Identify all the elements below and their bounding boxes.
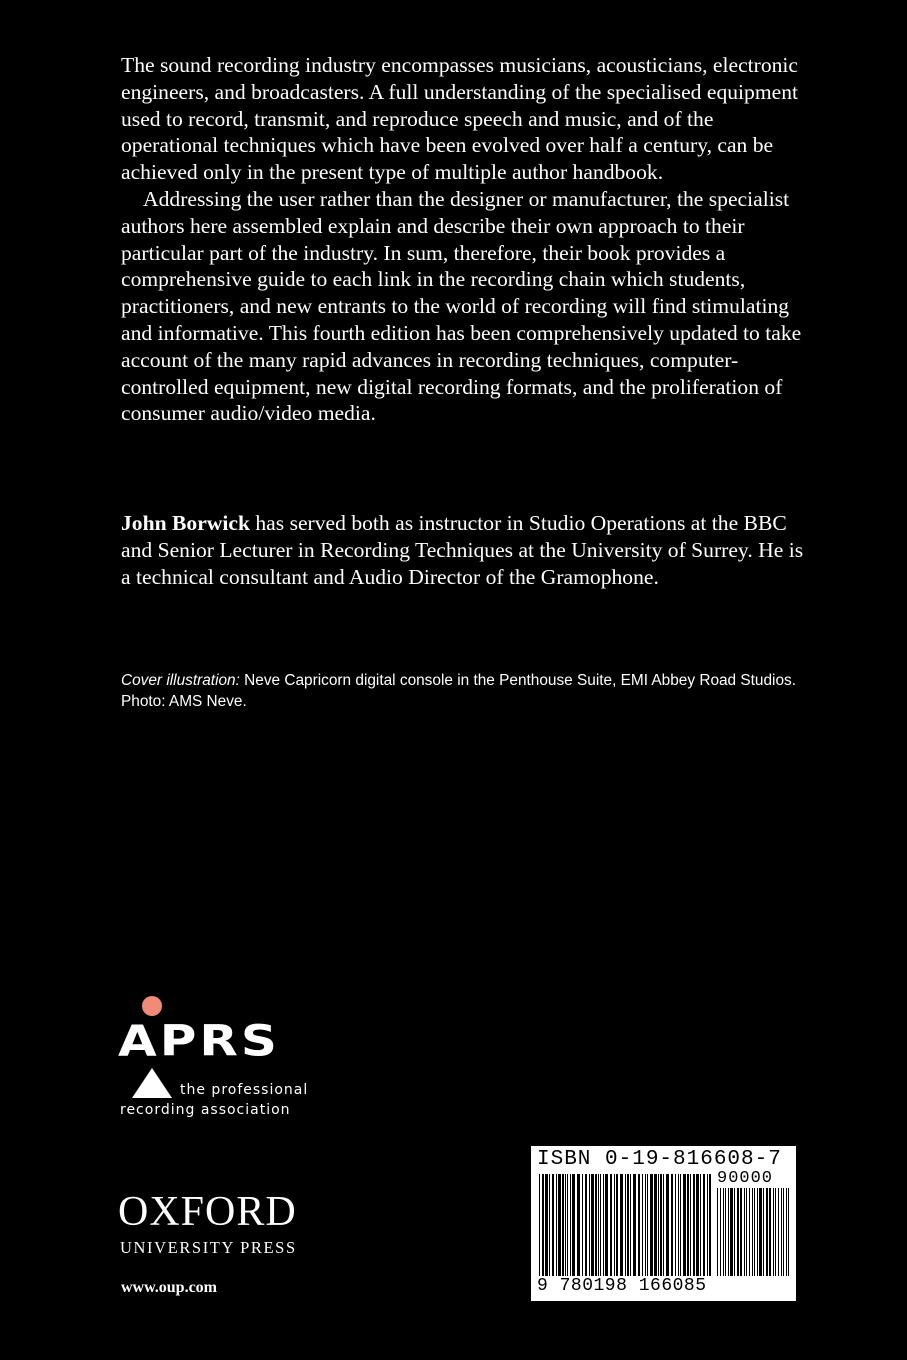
addon-barcode [717, 1188, 789, 1276]
publisher-url: www.oup.com [121, 1279, 218, 1296]
cover-illustration-text: Neve Capricorn digital console in the Penthouse Suite, EMI Abbey Road Studios. Photo: AMS Neve. [121, 672, 797, 710]
barcode-bar [680, 1174, 681, 1276]
barcode-bar [654, 1174, 657, 1276]
barcode-bar [717, 1188, 718, 1276]
barcode-bar [567, 1174, 568, 1276]
barcode-bar [625, 1174, 626, 1276]
ean-number: 9 780198 166085 [537, 1276, 707, 1296]
barcode-bar [539, 1174, 540, 1276]
back-cover-blurb [121, 52, 811, 427]
isbn-label: ISBN 0-19-816608-7 [537, 1148, 782, 1171]
barcode-bar [754, 1188, 755, 1276]
barcode-bar [638, 1174, 640, 1276]
barcode-bar [591, 1174, 594, 1276]
barcode-bar [630, 1174, 631, 1276]
barcode-bar [671, 1174, 673, 1276]
barcode-bar [749, 1188, 750, 1276]
barcode-bar [763, 1188, 764, 1276]
cover-illustration-label: Cover illustration: [121, 672, 240, 689]
barcode-bar [786, 1188, 787, 1276]
barcode-bar [595, 1174, 597, 1276]
barcode-bar [709, 1174, 711, 1276]
ean-barcode [539, 1174, 711, 1276]
barcode-bar [788, 1188, 789, 1276]
barcode-bar [728, 1188, 729, 1276]
barcode-bar [577, 1174, 580, 1276]
barcode-bar [744, 1188, 745, 1276]
barcode-bar [582, 1174, 583, 1276]
barcode-bar [572, 1174, 575, 1276]
publisher-logo [118, 1190, 338, 1258]
blurb-paragraph-2: Addressing the user rather than the designer or manufacturer, the specialist authors here assembled explain and describe their own approach to their particular part of the industry. In sum, therefore, their book provides a comprehensive guide to each link in the recording chain which students, practitioners, and new entrants to the world of recording will find stimulating and informative. This fourth edition has been comprehensively updated to take account of the many rapid advances in recording techniques, computer-controlled equipment, new digital recording formats, and the proliferation of consumer audio/video media. [121, 186, 802, 426]
barcode-bar [781, 1188, 782, 1276]
barcode-bar [720, 1188, 721, 1276]
barcode-bar [757, 1188, 758, 1276]
blurb-paragraph-1: The sound recording industry encompasses musicians, acousticians, electronic engineers, and broadcasters. A full understanding of the specialised equipment used to record, transmit, and reproduce speech and music, and of the operational techniques which have been evolved over half a century, can be achieved only in the present type of multiple author handbook. [121, 53, 799, 185]
barcode-bar [778, 1188, 779, 1276]
author-bio [121, 510, 811, 590]
barcode-bar [730, 1188, 733, 1276]
barcode-bar [752, 1188, 753, 1276]
barcode-bar [570, 1174, 571, 1276]
barcode-bar [737, 1188, 739, 1276]
barcode-bar [746, 1188, 747, 1276]
barcode-bar [703, 1174, 705, 1276]
barcode-bar [675, 1174, 676, 1276]
price-addon-number: 90000 [717, 1169, 774, 1188]
barcode-bar [616, 1174, 618, 1276]
barcode-bar [589, 1174, 590, 1276]
aprs-logo [118, 996, 358, 1120]
barcode-bar [678, 1174, 679, 1276]
barcode-bar [650, 1174, 653, 1276]
cover-illustration-credit [121, 670, 811, 712]
barcode-bar [562, 1174, 564, 1276]
barcode-bar [605, 1174, 608, 1276]
isbn-barcode-box [531, 1146, 796, 1301]
barcode-bar [620, 1174, 623, 1276]
barcode-bar [642, 1174, 643, 1276]
barcode-bar [558, 1174, 561, 1276]
publisher-name: OXFORD [118, 1189, 297, 1235]
barcode-bar [603, 1174, 604, 1276]
barcode-bar [600, 1174, 601, 1276]
aprs-tagline-2: recording association [120, 1102, 291, 1118]
barcode-bar [633, 1174, 636, 1276]
aprs-tagline-1: the professional [180, 1082, 309, 1098]
barcode-bar [645, 1174, 646, 1276]
barcode-bar [585, 1174, 587, 1276]
barcode-bar [769, 1188, 771, 1276]
barcode-bar [700, 1174, 701, 1276]
author-name: John Borwick [121, 511, 250, 535]
aprs-wordmark: APRS [118, 1016, 280, 1066]
barcode-bar [549, 1174, 550, 1276]
barcode-bar [683, 1174, 686, 1276]
barcode-bar [773, 1188, 774, 1276]
barcode-bar [666, 1174, 669, 1276]
author-bio-text: has served both as instructor in Studio Operations at the BBC and Senior Lecturer in Recording Techniques at the University of Surrey. He is a technical consultant and Audio Director of the Gramophone. [121, 511, 804, 589]
barcode-bar [783, 1188, 784, 1276]
barcode-bar [740, 1188, 742, 1276]
barcode-bar [627, 1174, 629, 1276]
barcode-bar [610, 1174, 612, 1276]
barcode-bar [614, 1174, 615, 1276]
publisher-subtitle: UNIVERSITY PRESS [120, 1238, 297, 1257]
barcode-bar [552, 1174, 554, 1276]
barcode-bar [556, 1174, 557, 1276]
barcode-bar [775, 1188, 776, 1276]
barcode-bar [693, 1174, 695, 1276]
aprs-triangle-icon [132, 1068, 172, 1098]
barcode-bar [658, 1174, 659, 1276]
barcode-bar [690, 1174, 691, 1276]
barcode-bar [545, 1174, 548, 1276]
barcode-bar [707, 1174, 708, 1276]
barcode-bar [759, 1188, 762, 1276]
aprs-dot-icon [142, 996, 162, 1016]
barcode-bar [766, 1188, 768, 1276]
barcode-bar [542, 1174, 544, 1276]
barcode-bar [565, 1174, 566, 1276]
barcode-bar [663, 1174, 664, 1276]
barcode-bar [598, 1174, 599, 1276]
barcode-bar [734, 1188, 735, 1276]
barcode-bar [687, 1174, 689, 1276]
barcode-bar [725, 1188, 726, 1276]
barcode-bar [723, 1188, 724, 1276]
barcode-bar [647, 1174, 648, 1276]
barcode-bar [660, 1174, 662, 1276]
barcode-bar [696, 1174, 699, 1276]
